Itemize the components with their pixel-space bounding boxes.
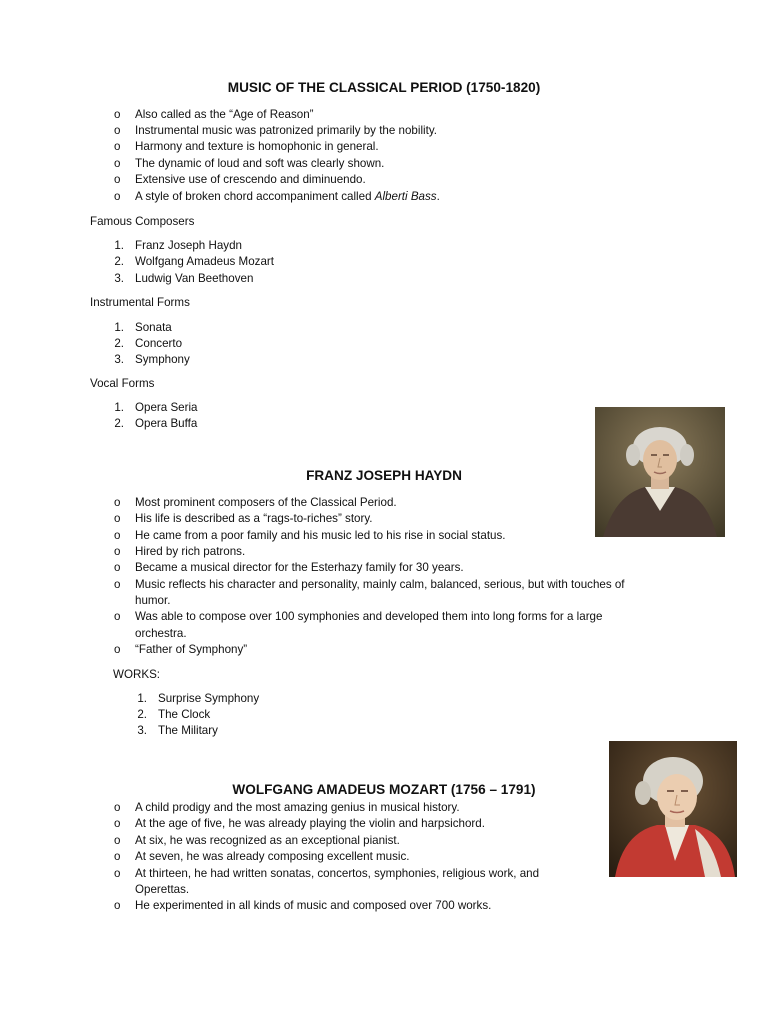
list-number: 3.: [137, 724, 147, 737]
bullet-marker: o: [114, 545, 121, 558]
list-number: 2.: [114, 417, 124, 430]
list-item: Music reflects his character and personality, mainly calm, balanced, serious, but with touches of: [135, 578, 625, 591]
list-item: The dynamic of loud and soft was clearly shown.: [135, 157, 385, 170]
section-heading-instrumental-forms: Instrumental Forms: [90, 296, 190, 309]
bullet-marker: o: [114, 817, 121, 830]
list-number: 2.: [114, 337, 124, 350]
list-item: His life is described as a “rags-to-riches” story.: [135, 512, 373, 525]
list-number: 1.: [137, 692, 147, 705]
bullet-marker: o: [114, 190, 121, 203]
list-item-period: .: [436, 190, 440, 203]
bullet-marker: o: [114, 561, 121, 574]
bullet-marker: o: [114, 643, 121, 656]
list-number: 3.: [114, 272, 124, 285]
list-number: 1.: [114, 239, 124, 252]
list-item: At the age of five, he was already playing the violin and harpsichord.: [135, 817, 485, 830]
list-item: [135, 190, 440, 203]
list-item: Instrumental music was patronized primarily by the nobility.: [135, 124, 437, 137]
list-number: 3.: [114, 353, 124, 366]
haydn-works-heading: WORKS:: [113, 668, 161, 681]
bullet-marker: o: [114, 801, 121, 814]
list-item: The Clock: [158, 708, 211, 721]
list-item: Became a musical director for the Esterhazy family for 30 years.: [135, 561, 464, 574]
mozart-heading: WOLFGANG AMADEUS MOZART (1756 – 1791): [232, 782, 536, 797]
bullet-marker: o: [114, 899, 121, 912]
list-item: Was able to compose over 100 symphonies and developed them into long forms for a large: [135, 610, 603, 623]
list-number: 1.: [114, 321, 124, 334]
list-item: Symphony: [135, 353, 190, 366]
list-item: Also called as the “Age of Reason”: [135, 108, 314, 121]
list-item: Ludwig Van Beethoven: [135, 272, 254, 285]
bullet-marker: o: [114, 108, 121, 121]
list-item: Harmony and texture is homophonic in general.: [135, 140, 379, 153]
list-number: 1.: [114, 401, 124, 414]
list-item: Concerto: [135, 337, 183, 350]
list-item: He experimented in all kinds of music and composed over 700 works.: [135, 899, 492, 912]
list-item: He came from a poor family and his music led to his rise in social status.: [135, 529, 506, 542]
bullet-marker: o: [114, 157, 121, 170]
section-heading-vocal-forms: Vocal Forms: [90, 377, 155, 390]
list-item-continuation: humor.: [135, 594, 171, 607]
list-item: “Father of Symphony”: [135, 643, 248, 656]
list-item: Most prominent composers of the Classical Period.: [135, 496, 397, 509]
alberti-bass-term: Alberti Bass: [374, 190, 437, 203]
bullet-marker: o: [114, 867, 121, 880]
list-item-continuation: orchestra.: [135, 627, 187, 640]
list-item: Opera Buffa: [135, 417, 198, 430]
bullet-marker: o: [114, 140, 121, 153]
list-item: The Military: [158, 724, 218, 737]
list-item: Surprise Symphony: [158, 692, 260, 705]
section-heading-famous-composers: Famous Composers: [90, 215, 195, 228]
bullet-marker: o: [114, 834, 121, 847]
bullet-marker: o: [114, 173, 121, 186]
bullet-marker: o: [114, 529, 121, 542]
list-item: At thirteen, he had written sonatas, concertos, symphonies, religious work, and: [135, 867, 540, 880]
haydn-heading: FRANZ JOSEPH HAYDN: [306, 468, 462, 483]
mozart-portrait: [609, 741, 737, 877]
list-item: Opera Seria: [135, 401, 198, 414]
list-item: At six, he was recognized as an exceptional pianist.: [135, 834, 400, 847]
bullet-marker: o: [114, 496, 121, 509]
list-item: At seven, he was already composing excellent music.: [135, 850, 410, 863]
list-item-continuation: Operettas.: [135, 883, 190, 896]
bullet-marker: o: [114, 512, 121, 525]
list-item: Extensive use of crescendo and diminuendo.: [135, 173, 366, 186]
list-item-text: A style of broken chord accompaniment called: [135, 190, 375, 203]
list-item: Wolfgang Amadeus Mozart: [135, 255, 274, 268]
bullet-marker: o: [114, 124, 121, 137]
bullet-marker: o: [114, 578, 121, 591]
bullet-marker: o: [114, 850, 121, 863]
list-item: Sonata: [135, 321, 172, 334]
list-item: Franz Joseph Haydn: [135, 239, 242, 252]
list-item: A child prodigy and the most amazing genius in musical history.: [135, 801, 460, 814]
list-item: Hired by rich patrons.: [135, 545, 246, 558]
bullet-marker: o: [114, 610, 121, 623]
page-title: MUSIC OF THE CLASSICAL PERIOD (1750-1820): [227, 80, 541, 95]
list-number: 2.: [114, 255, 124, 268]
list-number: 2.: [137, 708, 147, 721]
